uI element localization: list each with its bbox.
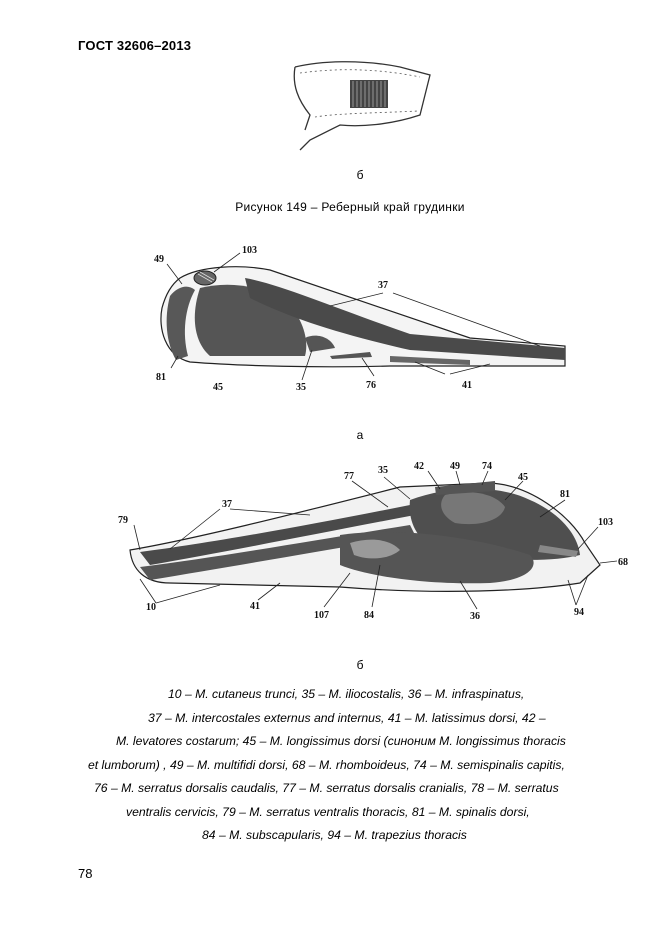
figure-letter: б <box>356 168 364 182</box>
label-41: 41 <box>462 380 472 391</box>
label-84: 84 <box>364 610 374 621</box>
legend-line: 76 – M. serratus dorsalis caudalis, 77 – M. serratus dorsalis cranialis, 78 – M. serratus <box>94 781 559 795</box>
figure-letter-a: а <box>356 428 364 442</box>
figure-letter-b: б <box>356 658 364 672</box>
label-35: 35 <box>296 382 306 393</box>
label-74: 74 <box>482 461 492 472</box>
legend-line: 10 – M. cutaneus trunci, 35 – M. iliocostalis, 36 – M. infraspinatus, <box>168 687 525 701</box>
label-35: 35 <box>378 465 388 476</box>
legend-line: et lumborum) , 49 – M. multifidi dorsi, 68 – M. rhomboideus, 74 – M. semispinalis capitis, <box>88 757 565 772</box>
label-79: 79 <box>118 515 128 526</box>
label-42: 42 <box>414 461 424 472</box>
figure-muscle-diagram-a <box>140 238 580 398</box>
label-45: 45 <box>213 382 223 393</box>
label-49: 49 <box>154 254 164 265</box>
legend-line: 37 – M. intercostales externus and internus, 41 – M. latissimus dorsi, 42 – <box>148 710 546 725</box>
figure-caption: Рисунок 149 – Реберный край грудинки <box>235 200 465 214</box>
label-49: 49 <box>450 461 460 472</box>
label-94: 94 <box>574 607 584 618</box>
label-45: 45 <box>518 472 528 483</box>
legend-line: ventralis cervicis, 79 – M. serratus ventralis thoracis, 81 – M. spinalis dorsi, <box>126 804 530 819</box>
figure-muscle-diagram-b <box>110 455 640 630</box>
label-81: 81 <box>156 372 166 383</box>
legend-line: M. levatores costarum; 45 – M. longissimus dorsi (синоним M. longissimus thoracis <box>116 734 566 748</box>
label-107: 107 <box>314 610 329 621</box>
label-81: 81 <box>560 489 570 500</box>
label-41: 41 <box>250 601 260 612</box>
label-77: 77 <box>344 471 354 482</box>
figure-rib-edge-sketch <box>280 55 440 155</box>
legend-line: 84 – M. subscapularis, 94 – M. trapezius thoracis <box>202 828 467 842</box>
label-36: 36 <box>470 611 480 622</box>
label-103: 103 <box>242 245 257 256</box>
figure-legend <box>60 683 620 848</box>
label-103: 103 <box>598 517 613 528</box>
label-10: 10 <box>146 602 156 613</box>
label-37: 37 <box>222 499 232 510</box>
page-number: 78 <box>78 866 93 881</box>
label-37: 37 <box>378 280 388 291</box>
label-76: 76 <box>366 380 376 391</box>
document-header: ГОСТ 32606–2013 <box>78 38 192 53</box>
label-68: 68 <box>618 557 628 568</box>
